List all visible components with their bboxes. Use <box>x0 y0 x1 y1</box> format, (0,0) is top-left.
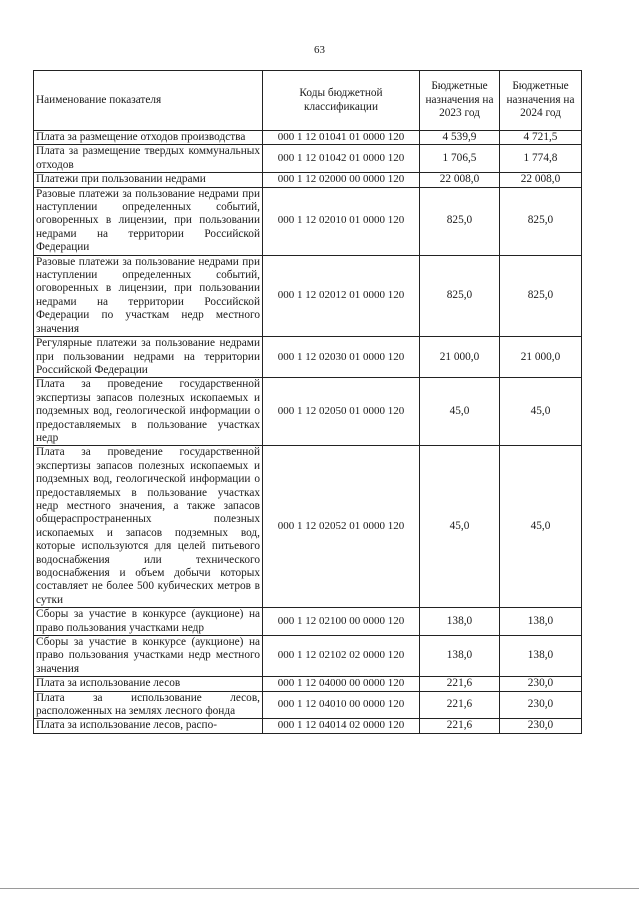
row-name: Плата за использование лесов <box>34 677 263 691</box>
row-code: 000 1 12 04010 00 0000 120 <box>263 691 420 719</box>
row-value-2023: 22 008,0 <box>420 173 500 187</box>
budget-table <box>33 70 582 734</box>
row-code: 000 1 12 01042 01 0000 120 <box>263 145 420 173</box>
table-row <box>34 255 582 336</box>
row-value-2023: 4 539,9 <box>420 131 500 145</box>
row-value-2023: 138,0 <box>420 636 500 677</box>
row-code: 000 1 12 02102 02 0000 120 <box>263 636 420 677</box>
row-value-2024: 45,0 <box>500 446 582 608</box>
header-2024: Бюджетные назначения на 2024 год <box>500 71 582 131</box>
table-row <box>34 446 582 608</box>
table-row <box>34 131 582 145</box>
row-name: Сборы за участие в конкурсе (аукционе) на право пользования участками недр местного значения <box>34 636 263 677</box>
row-value-2024: 230,0 <box>500 691 582 719</box>
row-value-2024: 22 008,0 <box>500 173 582 187</box>
row-value-2023: 221,6 <box>420 691 500 719</box>
table-row <box>34 187 582 255</box>
page-number: 63 <box>314 44 325 56</box>
header-2023: Бюджетные назначения на 2023 год <box>420 71 500 131</box>
row-name: Плата за использование лесов, расположенных на землях лесного фонда <box>34 691 263 719</box>
row-name: Плата за использование лесов, распо- <box>34 719 263 733</box>
table-row <box>34 173 582 187</box>
row-value-2024: 230,0 <box>500 677 582 691</box>
table-row <box>34 719 582 733</box>
row-name: Плата за проведение государственной экспертизы запасов полезных ископаемых и подземных вод, геологической информации о предоставляемых в пользование участках недр местного значения, а также запасов общераспространенных полезных ископаемых и запасов подземных вод, которые используются для целей питьевого водоснабжения или технического водоснабжения и объем добычи которых составляет не более 500 кубических метров в сутки <box>34 446 263 608</box>
table-row <box>34 608 582 636</box>
row-value-2024: 1 774,8 <box>500 145 582 173</box>
row-code: 000 1 12 02050 01 0000 120 <box>263 378 420 446</box>
row-code: 000 1 12 02012 01 0000 120 <box>263 255 420 336</box>
row-name: Платежи при пользовании недрами <box>34 173 263 187</box>
row-value-2024: 45,0 <box>500 378 582 446</box>
row-value-2023: 45,0 <box>420 446 500 608</box>
row-value-2023: 221,6 <box>420 677 500 691</box>
table-row <box>34 677 582 691</box>
row-code: 000 1 12 02100 00 0000 120 <box>263 608 420 636</box>
table-row <box>34 378 582 446</box>
row-value-2023: 825,0 <box>420 187 500 255</box>
table-row <box>34 691 582 719</box>
row-value-2023: 45,0 <box>420 378 500 446</box>
row-code: 000 1 12 02052 01 0000 120 <box>263 446 420 608</box>
row-code: 000 1 12 04014 02 0000 120 <box>263 719 420 733</box>
table-header-row <box>34 71 582 131</box>
row-code: 000 1 12 02030 01 0000 120 <box>263 337 420 378</box>
row-value-2024: 230,0 <box>500 719 582 733</box>
row-code: 000 1 12 02000 00 0000 120 <box>263 173 420 187</box>
row-name: Плата за проведение государственной экспертизы запасов полезных ископаемых и подземных вод, геологической информации о предоставляемых в пользование участках недр <box>34 378 263 446</box>
row-value-2024: 138,0 <box>500 636 582 677</box>
row-value-2023: 138,0 <box>420 608 500 636</box>
row-name: Сборы за участие в конкурсе (аукционе) на право пользования участками недр <box>34 608 263 636</box>
row-name: Разовые платежи за пользование недрами при наступлении определенных событий, оговоренных в лицензии, при пользовании недрами на территории Российской Федерации по участкам недр местного значения <box>34 255 263 336</box>
header-name: Наименование показателя <box>34 71 263 131</box>
row-value-2024: 4 721,5 <box>500 131 582 145</box>
row-name: Плата за размещение твердых коммунальных отходов <box>34 145 263 173</box>
row-name: Разовые платежи за пользование недрами при наступлении определенных событий, оговоренных в лицензии, при пользовании недрами на территории Российской Федерации <box>34 187 263 255</box>
row-name: Плата за размещение отходов производства <box>34 131 263 145</box>
table-row <box>34 636 582 677</box>
row-value-2023: 825,0 <box>420 255 500 336</box>
table-row <box>34 145 582 173</box>
row-value-2023: 21 000,0 <box>420 337 500 378</box>
row-value-2023: 1 706,5 <box>420 145 500 173</box>
row-value-2023: 221,6 <box>420 719 500 733</box>
table-row <box>34 337 582 378</box>
row-value-2024: 825,0 <box>500 187 582 255</box>
header-code: Коды бюджетной классификации <box>263 71 420 131</box>
row-value-2024: 21 000,0 <box>500 337 582 378</box>
row-value-2024: 825,0 <box>500 255 582 336</box>
row-code: 000 1 12 02010 01 0000 120 <box>263 187 420 255</box>
row-code: 000 1 12 04000 00 0000 120 <box>263 677 420 691</box>
row-value-2024: 138,0 <box>500 608 582 636</box>
row-code: 000 1 12 01041 01 0000 120 <box>263 131 420 145</box>
row-name: Регулярные платежи за пользование недрами при пользовании недрами на территории Российской Федерации <box>34 337 263 378</box>
page-bottom-rule <box>0 888 639 889</box>
